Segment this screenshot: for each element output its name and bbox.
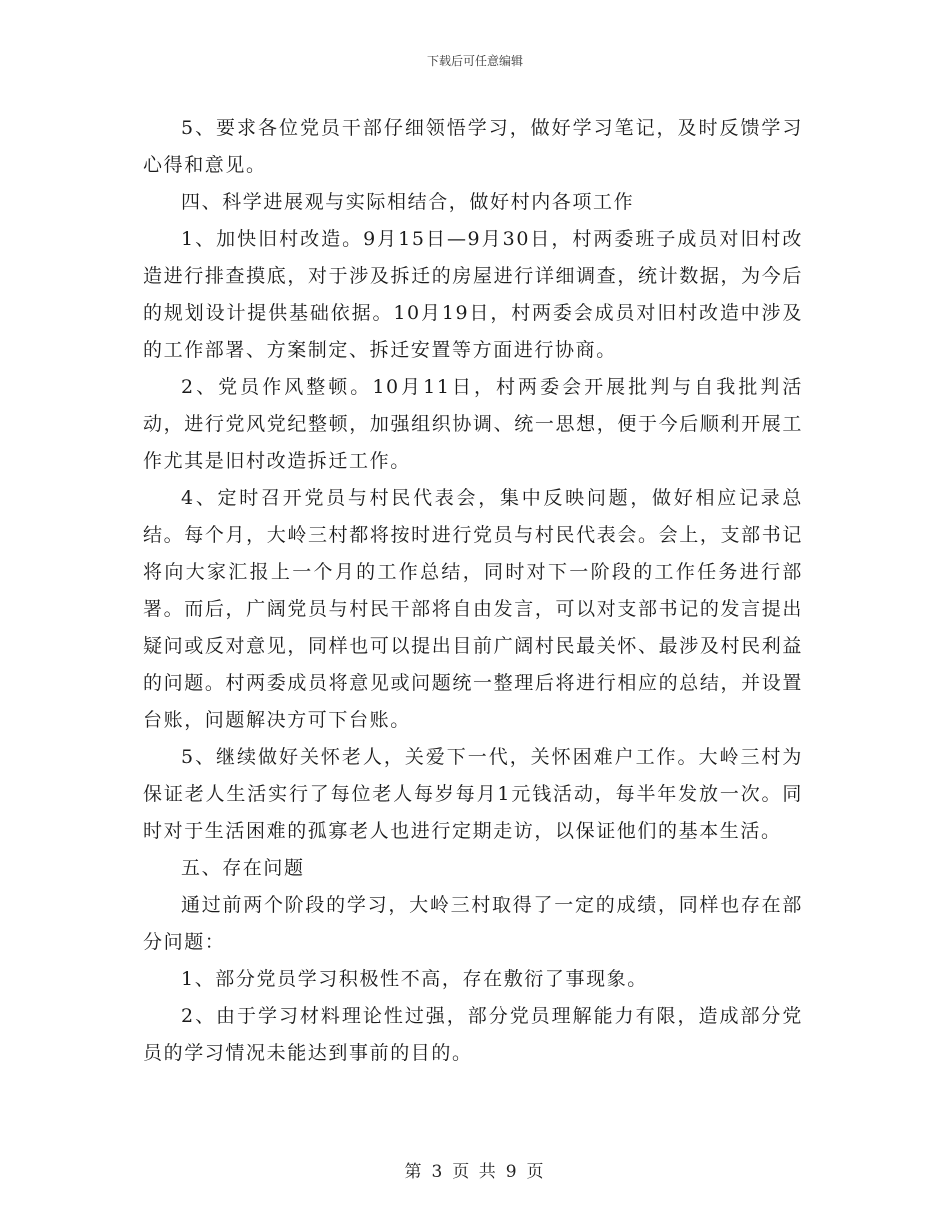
total-pages-number: 9 xyxy=(505,1162,519,1182)
paragraph-representative-meeting: 4、定时召开党员与村民代表会，集中反映问题，做好相应记录总结。每个月，大岭三村都将按时进行党员与村民代表会。会上，支部书记将向大家汇报上一个月的工作总结，同时对下一阶段的工作任务进行部署。而后，广阔党员与村民干部将自由发言，可以对支部书记的发言提出疑问或反对意见，同样也可以提出目前广阔村民最关怀、最涉及村民利益的问题。村两委成员将意见或问题统一整理后将进行相应的总结，并设置台账，问题解决方可下台账。 xyxy=(143,487,803,731)
footer-suffix: 页 xyxy=(526,1162,546,1182)
paragraph-village-renovation: 1、加快旧村改造。9月15日—9月30日，村两委班子成员对旧村改造进行排查摸底，对于涉及拆迁的房屋进行详细调查，统计数据，为今后的规划设计提供基础依据。10月19日，村两委会成员对旧村改造中涉及的工作部署、方案制定、拆迁安置等方面进行协商。 xyxy=(143,228,803,361)
document-body xyxy=(143,110,803,1072)
current-page-number: 3 xyxy=(431,1162,445,1182)
section-heading-5: 五、存在问题 xyxy=(181,857,305,879)
page-header: 下载后可任意编辑 xyxy=(426,54,523,68)
section-heading-4: 四、科学进展观与实际相结合，做好村内各项工作 xyxy=(181,191,635,213)
footer-prefix: 第 xyxy=(404,1162,424,1182)
paragraph-problems-intro: 通过前两个阶段的学习，大岭三村取得了一定的成绩，同样也存在部分问题： xyxy=(143,894,803,953)
paragraph-elderly-care: 5、继续做好关怀老人，关爱下一代，关怀困难户工作。大岭三村为保证老人生活实行了每位老人每岁每月1元钱活动，每半年发放一次。同时对于生活困难的孤寡老人也进行定期走访，以保证他们的基本生活。 xyxy=(143,746,803,842)
page-footer xyxy=(0,1157,950,1182)
paragraph-problem-1: 1、部分党员学习积极性不高，存在敷衍了事现象。 xyxy=(181,968,648,990)
footer-middle: 页 共 xyxy=(452,1162,498,1182)
paragraph-study-notes: 5、要求各位党员干部仔细领悟学习，做好学习笔记，及时反馈学习心得和意见。 xyxy=(143,117,803,176)
paragraph-problem-2: 2、由于学习材料理论性过强，部分党员理解能力有限，造成部分党员的学习情况未能达到事前的目的。 xyxy=(143,1005,803,1064)
paragraph-party-conduct: 2、党员作风整顿。10月11日，村两委会开展批判与自我批判活动，进行党风党纪整顿，加强组织协调、统一思想，便于今后顺利开展工作尤其是旧村改造拆迁工作。 xyxy=(143,376,803,472)
